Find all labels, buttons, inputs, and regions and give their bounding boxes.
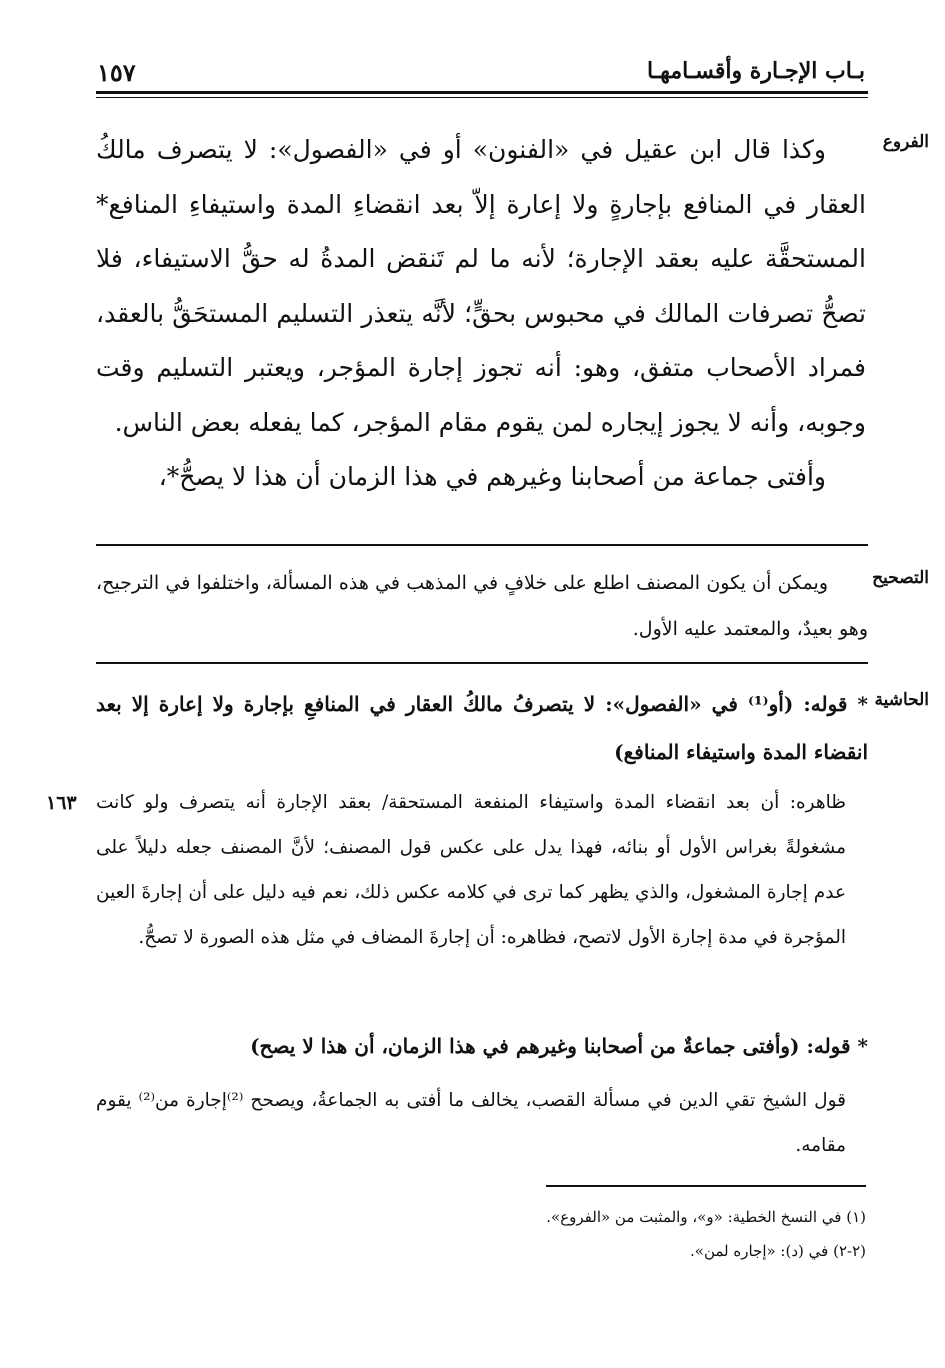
separator-main-correction — [96, 544, 868, 546]
footnote-1: (١) في النسخ الخطية: «و»، والمثبت من «الفروع». — [546, 1208, 866, 1226]
hashiya-entry1-head — [96, 680, 868, 776]
chapter-title: بـاب الإجـارة وأقسـامهـا — [647, 58, 865, 84]
footnotes-block — [320, 1200, 866, 1268]
main-paragraph-2: وأفتى جماعة من أصحابنا وغيرهم في هذا الزمان أن هذا لا يصحُّ*، — [158, 462, 826, 491]
hashiya-entry2-head — [96, 1022, 868, 1070]
main-text-block — [96, 123, 866, 505]
main-paragraph-1: وكذا قال ابن عقيل في «الفنون» أو في «الفصول»: لا يتصرف مالكُ العقار في المنافع بإجارةٍ ولا إعارة إلاّ بعد انقضاءِ المدة واستيفاءِ المنافع* المستحقَّة عليه بعقد الإجارة؛ لأنه ما لم تَنقض المدةُ له حقُّ الاستيفاء، فلا تصحُّ تصرفات المالك في محبوس بحقٍّ؛ لأنَّه يتعذر التسليم المستحَقُّ بالعقد، فمراد الأصحاب متفق، وهو: أنه تجوز إجارة المؤجر، ويعتبر التسليم وقت وجوبه، وأنه لا يجوز إيجاره لمن يقوم مقام المؤجر، كما يفعله بعض الناس. — [96, 135, 866, 437]
hashiya-entry1-head-text: * قوله: (أو⁽¹⁾ في «الفصول»: لا يتصرفُ مالكُ العقار في المنافعِ بإجارة ولا إعارة إلا بعد انقضاء المدة واستيفاء المنافع) — [96, 692, 868, 764]
correction-block — [96, 560, 868, 652]
side-label-tashih: التصحيح — [872, 568, 929, 588]
hashiya-entry1-body-text: ظاهره: أن بعد انقضاء المدة واستيفاء المنفعة المستحقة/ بعقد الإجارة أنه يتصرف ولو كانت مشغولةً بغراس الأول أو بنائه، فهذا يدل على عكس قول المصنف؛ لأنَّ المصنف جعله دليلاً على عدم إجارة المشغول، والذي يظهر كما ترى في كلامه عكس ذلك، نعم فيه دليل على أن إجارةَ العين المؤجرة في مدة إجارة الأول لاتصح، فظاهره: أن إجارةَ المضاف في مثل هذه الصورة لا تصحُّ. — [96, 792, 846, 948]
side-label-hashiya: الحاشية — [874, 690, 929, 710]
side-label-furu: الفروع — [882, 132, 929, 152]
correction-text: ويمكن أن يكون المصنف اطلع على خلافٍ في المذهب في هذه المسألة، واختلفوا في الترجيح، وهو بعيدٌ، والمعتمد عليه الأول. — [96, 572, 868, 640]
header-rule-thick — [96, 91, 868, 94]
hashiya-entry1-body — [96, 780, 846, 960]
page-number: ١٥٧ — [97, 58, 136, 87]
hashiya-entry2-head-text: * قوله: (وأفتى جماعةٌ من أصحابنا وغيرهم في هذا الزمان، أن هذا لا يصح) — [250, 1034, 868, 1058]
footnote-2: (٢-٢) في (د): «إجاره لمن». — [690, 1242, 866, 1260]
header-rule-thin — [96, 97, 868, 98]
side-hashiya-page-ref: ١٦٣ — [46, 792, 77, 814]
hashiya-entry2-body — [96, 1078, 846, 1168]
separator-correction-hashiya — [96, 662, 868, 664]
footnote-rule — [546, 1185, 866, 1187]
hashiya-entry2-body-text: قول الشيخ تقي الدين في مسألة القصب، يخالف ما أفتى به الجماعةُ، ويصحح ⁽²⁾إجارة من⁽²⁾ يقوم مقامه. — [96, 1090, 846, 1156]
